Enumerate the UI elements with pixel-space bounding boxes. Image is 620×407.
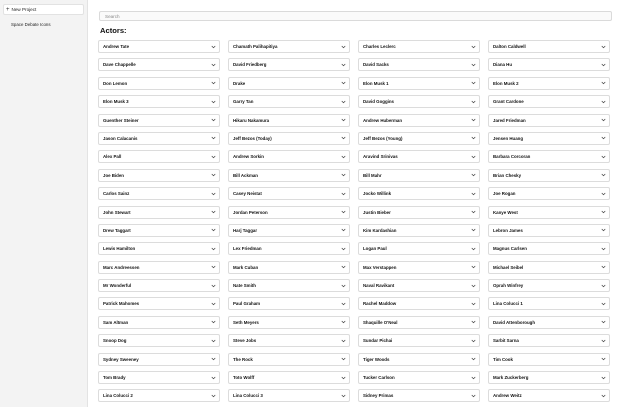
chevron-down-icon (211, 118, 216, 122)
actor-select-label: Seth Meyers (233, 319, 259, 325)
actor-select-label: Lina Colucci 3 (233, 393, 263, 399)
actor-select[interactable] (98, 132, 220, 145)
actor-select-label: Jason Calacanis (103, 135, 138, 141)
actor-select-label: Justin Bieber (363, 209, 391, 215)
actor-select[interactable] (228, 169, 350, 182)
actor-select[interactable] (98, 114, 220, 127)
actor-select[interactable] (358, 169, 480, 182)
chevron-down-icon (601, 192, 606, 196)
chevron-down-icon (211, 228, 216, 232)
chevron-down-icon (601, 357, 606, 361)
actor-select[interactable] (228, 132, 350, 145)
new-project-label: New Project (11, 7, 37, 12)
actor-select[interactable] (488, 224, 610, 237)
actor-select[interactable] (358, 150, 480, 163)
actor-select[interactable] (98, 297, 220, 310)
chevron-down-icon (211, 394, 216, 398)
actor-select-label: Tom Brady (103, 375, 126, 381)
chevron-down-icon (211, 63, 216, 67)
actor-select[interactable] (98, 371, 220, 384)
actor-select-label: Drake (233, 80, 246, 86)
chevron-down-icon (471, 284, 476, 288)
actor-select-label: Bill Ackman (233, 172, 258, 178)
actor-select[interactable] (488, 297, 610, 310)
actor-select-label: Kanye West (493, 209, 518, 215)
actor-select[interactable] (488, 206, 610, 219)
actor-select-label: Jordan Peterson (233, 209, 268, 215)
actor-select-label: Barbara Corcoran (493, 154, 531, 160)
actor-select[interactable] (98, 279, 220, 292)
actor-select-label: Max Verstappen (363, 264, 397, 270)
actor-select[interactable] (358, 95, 480, 108)
chevron-down-icon (341, 210, 346, 214)
actor-select[interactable] (98, 58, 220, 71)
chevron-down-icon (211, 265, 216, 269)
sidebar-item-space-debate-icons[interactable]: Space Debate Icons (11, 22, 51, 27)
actor-select-label: Sarbit Sarna (493, 338, 519, 344)
actor-select-label: Carlos Sainz (103, 191, 130, 197)
actor-select[interactable] (358, 353, 480, 366)
actor-select[interactable] (228, 40, 350, 53)
actor-select-label: Rachel Maddow (363, 301, 397, 307)
chevron-down-icon (211, 45, 216, 49)
actor-select-label: Dave Chappelle (103, 62, 136, 68)
actor-select[interactable] (488, 169, 610, 182)
chevron-down-icon (211, 357, 216, 361)
actor-select-label: Sundar Pichai (363, 338, 393, 344)
actor-select-label: Nate Smith (233, 283, 256, 289)
actor-select[interactable] (98, 261, 220, 274)
chevron-down-icon (341, 302, 346, 306)
actor-select[interactable] (488, 371, 610, 384)
actor-select[interactable] (358, 371, 480, 384)
chevron-down-icon (601, 45, 606, 49)
actor-select[interactable] (228, 58, 350, 71)
actor-select[interactable] (488, 261, 610, 274)
actor-select-label: Tiger Woods (363, 356, 390, 362)
chevron-down-icon (471, 173, 476, 177)
actor-select[interactable] (228, 371, 350, 384)
actor-select-label: Paul Graham (233, 301, 261, 307)
chevron-down-icon (471, 320, 476, 324)
actor-select[interactable] (358, 40, 480, 53)
chevron-down-icon (341, 247, 346, 251)
chevron-down-icon (601, 376, 606, 380)
actor-select-label: Aravind Srinivas (363, 154, 398, 160)
chevron-down-icon (341, 376, 346, 380)
actor-select[interactable] (358, 334, 480, 347)
actor-select-label: Sydney Sweeney (103, 356, 139, 362)
actor-select[interactable] (228, 389, 350, 402)
actor-select[interactable] (228, 353, 350, 366)
actor-select-label: Naval Ravikant (363, 283, 395, 289)
actor-select[interactable] (488, 40, 610, 53)
chevron-down-icon (211, 376, 216, 380)
actor-select[interactable] (228, 316, 350, 329)
search-input[interactable] (99, 11, 612, 21)
chevron-down-icon (341, 265, 346, 269)
actor-select-label: Mark Cuban (233, 264, 259, 270)
actor-select-label: Jeff Bezos (Today) (233, 135, 272, 141)
actor-select-label: Guenther Steiner (103, 117, 139, 123)
actor-select[interactable] (228, 77, 350, 90)
actor-select-label: Dalton Caldwell (493, 44, 526, 49)
actor-select-label: Tucker Carlson (363, 375, 395, 381)
chevron-down-icon (341, 173, 346, 177)
chevron-down-icon (601, 210, 606, 214)
actor-select[interactable] (358, 316, 480, 329)
chevron-down-icon (341, 45, 346, 49)
chevron-down-icon (341, 192, 346, 196)
actor-select[interactable] (228, 150, 350, 163)
actor-select-label: Bill Mahr (363, 172, 382, 178)
chevron-down-icon (211, 81, 216, 85)
actor-select[interactable] (228, 206, 350, 219)
chevron-down-icon (341, 284, 346, 288)
chevron-down-icon (601, 63, 606, 67)
actor-select-label: David Friedberg (233, 62, 267, 68)
actor-select[interactable] (98, 169, 220, 182)
actor-select[interactable] (228, 95, 350, 108)
actor-select-label: Lebron James (493, 227, 523, 233)
chevron-down-icon (211, 284, 216, 288)
chevron-down-icon (471, 45, 476, 49)
actor-select[interactable] (358, 114, 480, 127)
chevron-down-icon (601, 339, 606, 343)
chevron-down-icon (211, 339, 216, 343)
actor-select[interactable] (228, 297, 350, 310)
actor-select-label: Joe Rogan (493, 191, 516, 197)
actor-select-label: Michael Seibel (493, 264, 524, 270)
actor-select-label: Lex Friedman (233, 246, 262, 252)
chevron-down-icon (471, 376, 476, 380)
actor-select-label: Snoop Dog (103, 338, 127, 344)
actor-select-label: Steve Jobs (233, 338, 257, 344)
actor-select[interactable] (358, 297, 480, 310)
actor-select[interactable] (488, 187, 610, 200)
actor-select-label: Grant Cardone (493, 99, 524, 105)
chevron-down-icon (471, 81, 476, 85)
actor-select[interactable] (98, 389, 220, 402)
actor-select-label: Jared Friedman (493, 117, 526, 123)
chevron-down-icon (471, 63, 476, 67)
chevron-down-icon (341, 394, 346, 398)
actor-select-label: Tim Cook (493, 356, 513, 362)
chevron-down-icon (601, 247, 606, 251)
actor-select[interactable] (358, 206, 480, 219)
chevron-down-icon (211, 320, 216, 324)
actor-select-label: Hikaru Nakamura (233, 117, 270, 123)
actor-select[interactable] (98, 40, 220, 53)
actor-select-label: David Goggins (363, 99, 394, 105)
actor-select[interactable] (358, 261, 480, 274)
actor-select-label: Logan Paul (363, 246, 387, 252)
actor-select-label: Sam Altman (103, 319, 129, 325)
chevron-down-icon (341, 63, 346, 67)
actor-select-label: David Attenborough (493, 319, 536, 325)
actor-select[interactable] (358, 389, 480, 402)
actor-select[interactable] (488, 316, 610, 329)
actor-select-label: Joe Biden (103, 172, 124, 178)
chevron-down-icon (211, 155, 216, 159)
actor-select[interactable] (228, 114, 350, 127)
actor-select[interactable] (98, 316, 220, 329)
chevron-down-icon (601, 284, 606, 288)
actor-select-label: Andrew Sorkin (233, 154, 264, 160)
actor-select-label: Drew Taggart (103, 227, 131, 233)
actor-select-label: The Rock (233, 356, 253, 362)
chevron-down-icon (211, 302, 216, 306)
actor-select-label: Lewis Hamilton (103, 246, 136, 252)
actor-select-label: Magnus Carlsen (493, 246, 527, 252)
actor-select[interactable] (228, 224, 350, 237)
actor-select[interactable] (488, 334, 610, 347)
chevron-down-icon (341, 339, 346, 343)
chevron-down-icon (341, 357, 346, 361)
sidebar (0, 0, 88, 407)
actor-select-label: Mr Wonderful (103, 283, 132, 289)
actor-select-label: Garry Tan (233, 99, 254, 105)
actor-select-label: John Stewart (103, 209, 131, 215)
chevron-down-icon (211, 100, 216, 104)
chevron-down-icon (341, 100, 346, 104)
actor-select-label: Jeff Bezos (Young) (363, 135, 403, 141)
chevron-down-icon (471, 394, 476, 398)
actor-select[interactable] (98, 353, 220, 366)
actor-select[interactable] (488, 353, 610, 366)
actor-select-label: Brian Chesky (493, 172, 522, 178)
chevron-down-icon (601, 394, 606, 398)
actor-select-label: Lina Colucci 1 (493, 301, 523, 307)
chevron-down-icon (341, 228, 346, 232)
actor-select-label: Charles Leclerc (363, 44, 396, 49)
actor-select-label: Shaquille O'Neal (363, 319, 398, 325)
actor-select-label: Casey Neistat (233, 191, 262, 197)
actor-select[interactable] (488, 77, 610, 90)
actor-select-label: Elon Musk 1 (363, 80, 389, 86)
chevron-down-icon (471, 357, 476, 361)
actor-select[interactable] (98, 334, 220, 347)
actor-select[interactable] (228, 187, 350, 200)
actor-select[interactable] (98, 95, 220, 108)
chevron-down-icon (341, 81, 346, 85)
actor-select[interactable] (98, 242, 220, 255)
chevron-down-icon (471, 339, 476, 343)
chevron-down-icon (211, 173, 216, 177)
chevron-down-icon (601, 100, 606, 104)
chevron-down-icon (341, 136, 346, 140)
actor-select-label: Oprah Winfrey (493, 283, 524, 289)
main-content (88, 0, 620, 407)
actor-select[interactable] (98, 206, 220, 219)
actor-select-label: Patrick Mahomes (103, 301, 140, 307)
chevron-down-icon (211, 210, 216, 214)
actor-select[interactable] (358, 132, 480, 145)
actor-select[interactable] (358, 58, 480, 71)
chevron-down-icon (601, 155, 606, 159)
chevron-down-icon (471, 228, 476, 232)
actor-select[interactable] (358, 279, 480, 292)
actor-select-label: Sidney Primas (363, 393, 394, 399)
actor-select[interactable] (358, 224, 480, 237)
chevron-down-icon (601, 320, 606, 324)
actor-grid (98, 40, 612, 402)
actor-select[interactable] (358, 187, 480, 200)
chevron-down-icon (211, 192, 216, 196)
chevron-down-icon (601, 302, 606, 306)
chevron-down-icon (471, 210, 476, 214)
chevron-down-icon (341, 118, 346, 122)
actor-select-label: Jocko Willink (363, 191, 392, 197)
actors-heading: Actors: (100, 26, 127, 35)
chevron-down-icon (601, 228, 606, 232)
actor-select[interactable] (98, 187, 220, 200)
chevron-down-icon (601, 173, 606, 177)
actor-select[interactable] (358, 77, 480, 90)
chevron-down-icon (601, 81, 606, 85)
actor-select-label: Toto Wolff (233, 375, 255, 381)
actor-select[interactable] (488, 132, 610, 145)
actor-select[interactable] (228, 334, 350, 347)
actor-select-label: Chamath Palihapitiya (233, 44, 278, 49)
actor-select[interactable] (488, 114, 610, 127)
chevron-down-icon (471, 136, 476, 140)
actor-select-label: Andrew Huberman (363, 117, 403, 123)
actor-select[interactable] (488, 242, 610, 255)
actor-select[interactable] (488, 95, 610, 108)
actor-select[interactable] (228, 242, 350, 255)
actor-select-label: Alex Pall (103, 154, 122, 160)
chevron-down-icon (471, 265, 476, 269)
actor-select-label: Elon Musk 2 (493, 80, 519, 86)
actor-select-label: Jensen Huang (493, 135, 524, 141)
chevron-down-icon (471, 155, 476, 159)
chevron-down-icon (471, 302, 476, 306)
chevron-down-icon (471, 100, 476, 104)
actor-select-label: Andrew Weitz (493, 393, 522, 399)
actor-select[interactable] (488, 389, 610, 402)
plus-icon: + (6, 6, 10, 13)
actor-select-label: David Sacks (363, 62, 389, 68)
actor-select[interactable] (488, 58, 610, 71)
chevron-down-icon (211, 247, 216, 251)
actor-select-label: Harj Taggar (233, 227, 258, 233)
actor-select[interactable] (488, 150, 610, 163)
chevron-down-icon (341, 320, 346, 324)
actor-select[interactable] (98, 77, 220, 90)
chevron-down-icon (601, 136, 606, 140)
actor-select[interactable] (98, 224, 220, 237)
actor-select[interactable] (98, 150, 220, 163)
actor-select-label: Andrew Tate (103, 44, 130, 49)
chevron-down-icon (211, 136, 216, 140)
actor-select-label: Don Lemon (103, 80, 128, 86)
chevron-down-icon (471, 247, 476, 251)
actor-select-label: Diana Hu (493, 62, 513, 68)
chevron-down-icon (471, 192, 476, 196)
new-project-button[interactable] (3, 4, 84, 15)
actor-select[interactable] (228, 261, 350, 274)
actor-select-label: Lina Colucci 2 (103, 393, 133, 399)
actor-select-label: Elon Musk 3 (103, 99, 129, 105)
actor-select[interactable] (228, 279, 350, 292)
actor-select[interactable] (358, 242, 480, 255)
chevron-down-icon (471, 118, 476, 122)
actor-select-label: Mark Zuckerberg (493, 375, 529, 381)
actor-select-label: Kim Kardashian (363, 227, 397, 233)
actor-select[interactable] (488, 279, 610, 292)
chevron-down-icon (601, 265, 606, 269)
chevron-down-icon (601, 118, 606, 122)
actor-select-label: Marc Andreessen (103, 264, 140, 270)
chevron-down-icon (341, 155, 346, 159)
